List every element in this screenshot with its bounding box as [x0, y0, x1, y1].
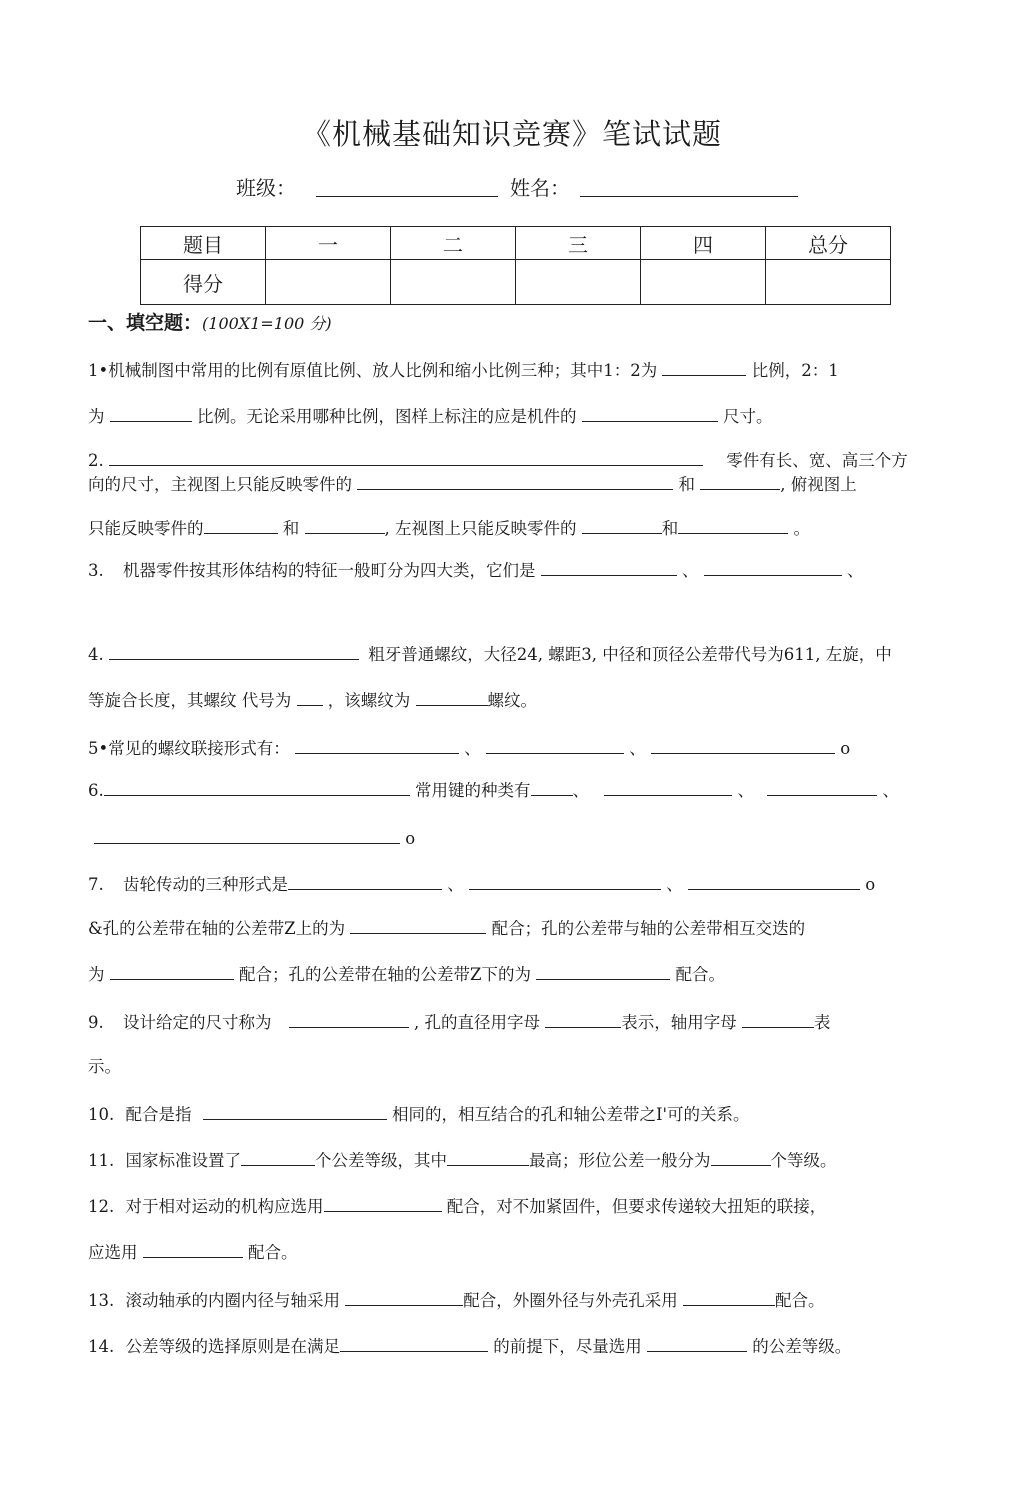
question-text: 的前提下，尽量选用 [493, 1337, 642, 1356]
question-text: 的公差等级。 [752, 1337, 852, 1356]
question-12-line-1 [88, 1194, 826, 1218]
question-number: 12. [88, 1197, 115, 1216]
question-text: 零件有长、宽、高三个方 [726, 451, 908, 470]
answer-blank[interactable] [350, 916, 486, 934]
answer-blank[interactable] [110, 962, 234, 980]
question-number: 9. [88, 1013, 104, 1032]
question-8-line-1 [88, 916, 805, 940]
question-text: o [865, 875, 876, 894]
question-13 [88, 1288, 825, 1312]
score-cell[interactable] [766, 260, 891, 305]
question-1-line-2 [88, 404, 773, 428]
answer-blank[interactable] [345, 1288, 463, 1306]
score-header-cell: 总分 [766, 227, 891, 260]
question-9-line-1 [88, 1010, 831, 1034]
answer-blank[interactable] [678, 516, 788, 534]
question-text: 配合；孔的公差带在轴的公差带Z下的为 [239, 965, 531, 984]
answer-blank[interactable] [288, 872, 442, 890]
section-title: 一、填空题： [88, 312, 203, 334]
question-number: 13. [88, 1291, 115, 1310]
answer-blank[interactable] [357, 472, 673, 490]
answer-blank[interactable] [742, 1010, 814, 1028]
question-5 [88, 736, 850, 760]
answer-blank[interactable] [241, 1148, 315, 1166]
question-14 [88, 1334, 851, 1358]
question-text: 设计给定的尺寸称为 [123, 1013, 272, 1032]
answer-blank[interactable] [324, 1194, 442, 1212]
question-6-line-1 [88, 778, 899, 802]
question-number: 11. [88, 1151, 115, 1170]
score-header-cell: 二 [391, 227, 516, 260]
question-text: 公差等级的选择原则是在满足 [125, 1337, 340, 1356]
question-text: o [840, 739, 851, 758]
question-number: 2. [88, 451, 104, 470]
question-text: 滚动轴承的内圈内径与轴采用 [125, 1291, 340, 1310]
answer-blank[interactable] [110, 404, 192, 422]
question-text: 向的尺寸，主视图上只能反映零件的 [88, 475, 352, 494]
answer-blank[interactable] [704, 558, 842, 576]
question-number: 6. [88, 781, 104, 800]
class-field[interactable] [316, 178, 498, 197]
question-text: 齿轮传动的三种形式是 [123, 875, 288, 894]
question-text: 、 [737, 781, 754, 800]
question-number: 10. [88, 1105, 115, 1124]
question-text: 配合，外圈外径与外壳孔采用 [463, 1291, 678, 1310]
question-number: 3. [88, 561, 104, 580]
score-cell[interactable] [266, 260, 391, 305]
question-text: 、 [464, 739, 481, 758]
question-text: 配合。 [675, 965, 725, 984]
answer-blank[interactable] [541, 558, 677, 576]
question-text: 、 [682, 561, 699, 580]
answer-blank[interactable] [582, 404, 718, 422]
question-text: 常用键的种类有 [415, 781, 531, 800]
question-text: , 左视图上只能反映零件的 [384, 519, 577, 538]
question-4-line-1 [88, 642, 892, 666]
answer-blank[interactable] [143, 1240, 243, 1258]
answer-blank[interactable] [536, 962, 670, 980]
answer-blank[interactable] [688, 872, 860, 890]
question-11 [88, 1148, 837, 1172]
question-text: 国家标准设置了 [125, 1151, 241, 1170]
question-1-line-1 [88, 358, 839, 382]
question-text: 对于相对运动的机构应选用 [125, 1197, 324, 1216]
question-text: &孔的公差带在轴的公差带Z上的为 [88, 919, 346, 938]
answer-blank[interactable] [531, 778, 573, 796]
question-text: 机器零件按其形体结构的特征一般町分为四大类，它们是 [123, 561, 536, 580]
question-text: 等旋合长度，其螺纹 代号为 [88, 691, 292, 710]
question-text: 、 [572, 781, 589, 800]
answer-blank[interactable] [297, 688, 323, 706]
question-2-line-2 [88, 472, 857, 496]
question-text: , 孔的直径用字母 [414, 1013, 540, 1032]
score-cell[interactable] [391, 260, 516, 305]
answer-blank[interactable] [683, 1288, 775, 1306]
question-text: 和 [282, 519, 300, 538]
answer-blank[interactable] [416, 688, 488, 706]
question-text: ，该螺纹为 [327, 691, 411, 710]
answer-blank[interactable] [305, 516, 385, 534]
score-table [140, 226, 891, 305]
answer-blank[interactable] [109, 448, 703, 466]
question-10 [88, 1102, 750, 1126]
question-12-line-2 [88, 1240, 298, 1264]
question-text: 。 [793, 519, 810, 538]
question-text: 配合是指 [125, 1105, 192, 1124]
question-3 [88, 558, 864, 582]
question-text: 个公差等级，其中 [315, 1151, 447, 1170]
answer-blank[interactable] [700, 472, 780, 490]
question-text: 、 [666, 875, 683, 894]
answer-blank[interactable] [486, 736, 624, 754]
section-heading [88, 308, 332, 335]
answer-blank[interactable] [711, 1148, 771, 1166]
answer-blank[interactable] [647, 1334, 747, 1352]
section-points: (100X1=100 分) [202, 314, 332, 333]
question-text: 比例，2：1 [751, 361, 839, 380]
question-text: o [405, 829, 416, 848]
answer-blank[interactable] [447, 1148, 529, 1166]
name-field[interactable] [580, 178, 798, 197]
score-header-cell: 三 [516, 227, 641, 260]
question-number: 4. [88, 645, 104, 664]
question-text: 尺寸。 [723, 407, 773, 426]
question-text: 比例。无论采用哪种比例，图样上标注的应是机件的 [197, 407, 577, 426]
question-9-line-2 [88, 1056, 121, 1078]
answer-blank[interactable] [469, 872, 661, 890]
score-cell[interactable] [516, 260, 641, 305]
answer-blank[interactable] [204, 516, 278, 534]
question-text: 为 [88, 407, 105, 426]
question-text: 粗牙普通螺纹，大径24, 螺距3, 中径和顶径公差带代号为611, 左旋，中 [368, 645, 892, 664]
question-text: 配合。 [775, 1291, 825, 1310]
question-7 [88, 872, 875, 896]
question-number: 7. [88, 875, 104, 894]
answer-blank[interactable] [545, 1010, 621, 1028]
question-text: 配合。 [248, 1243, 298, 1262]
question-text: 最高；形位公差一般分为 [529, 1151, 711, 1170]
question-8-line-2 [88, 962, 725, 986]
question-4-line-2 [88, 688, 537, 712]
answer-blank[interactable] [767, 778, 877, 796]
question-text: 表 [814, 1013, 831, 1032]
answer-blank[interactable] [94, 826, 400, 844]
question-text: 配合；孔的公差带与轴的公差带相互交迭的 [491, 919, 806, 938]
question-text: 只能反映零件的 [88, 519, 204, 538]
question-text: 、 [629, 739, 646, 758]
answer-blank[interactable] [651, 736, 835, 754]
question-text: 和 [678, 475, 695, 494]
score-header-cell: 题目 [141, 227, 266, 260]
question-text: 和 [661, 519, 679, 538]
question-2-line-3 [88, 516, 810, 540]
question-text: 、 [882, 781, 899, 800]
question-text: 示。 [88, 1057, 121, 1076]
question-2-line-1 [88, 448, 908, 472]
answer-blank[interactable] [582, 516, 662, 534]
answer-blank[interactable] [295, 736, 459, 754]
question-text: 表示，轴用字母 [621, 1013, 737, 1032]
answer-blank[interactable] [104, 778, 410, 796]
score-row-label: 得分 [141, 260, 266, 305]
score-header-cell: 四 [641, 227, 766, 260]
page-title: 《机械基础知识竞赛》笔试试题 [301, 117, 722, 151]
answer-blank[interactable] [289, 1010, 409, 1028]
answer-blank[interactable] [340, 1334, 488, 1352]
question-text: 个等级。 [770, 1151, 837, 1170]
question-6-line-2 [94, 826, 415, 850]
score-cell[interactable] [641, 260, 766, 305]
question-text: 螺纹。 [487, 691, 537, 710]
answer-blank[interactable] [203, 1102, 387, 1120]
name-label: 姓名： [510, 176, 570, 200]
score-header-cell: 一 [266, 227, 391, 260]
answer-blank[interactable] [604, 778, 732, 796]
question-text: 1•机械制图中常用的比例有原值比例、放人比例和缩小比例三种；其中1：2为 [88, 361, 658, 380]
question-text: 相同的，相互结合的孔和轴公差带之I'可的关系。 [392, 1105, 750, 1124]
question-text: 应选用 [88, 1243, 138, 1262]
question-text: 、 [447, 875, 464, 894]
answer-blank[interactable] [109, 642, 359, 660]
question-text: 、 [847, 561, 864, 580]
question-text: 5•常见的螺纹联接形式有： [88, 739, 290, 758]
question-number: 14. [88, 1337, 115, 1356]
question-text: 为 [88, 965, 105, 984]
question-text: , 俯视图上 [780, 475, 857, 494]
question-text: 配合，对不加紧固件，但要求传递较大扭矩的联接， [446, 1197, 827, 1216]
class-label: 班级： [236, 176, 296, 200]
answer-blank[interactable] [662, 358, 746, 376]
